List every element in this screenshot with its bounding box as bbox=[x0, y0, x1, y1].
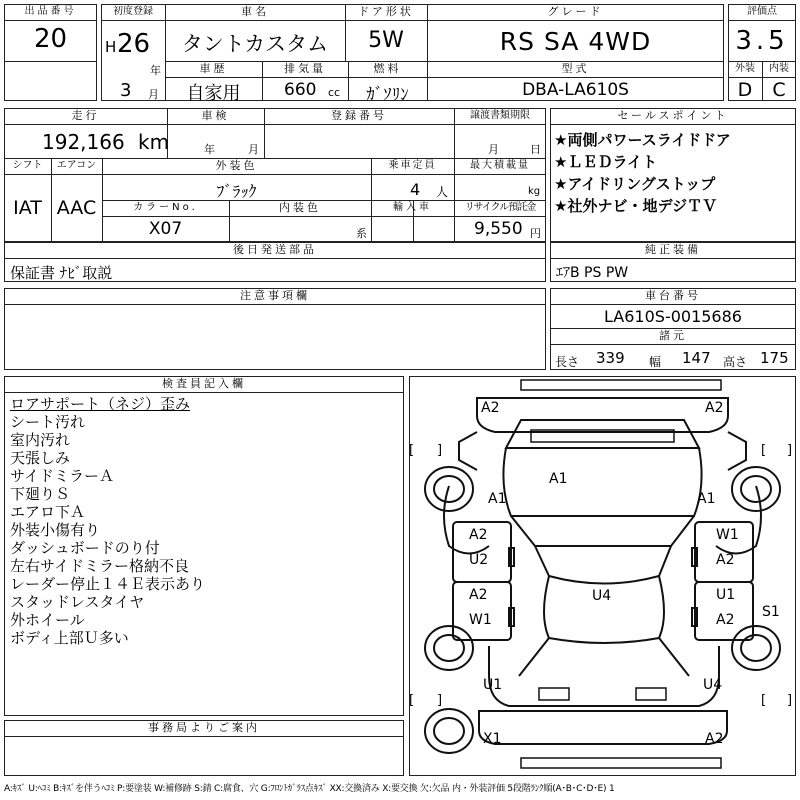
chassis-number: LA610S-0015686 bbox=[604, 307, 742, 326]
inspector-line: 室内汚れ bbox=[10, 431, 71, 449]
transfer-day-unit: 日 bbox=[530, 143, 541, 156]
width-label: 幅 bbox=[649, 355, 662, 369]
car-name-label: 車名 bbox=[241, 5, 269, 18]
first-registration-label: 初度登録 bbox=[113, 6, 153, 17]
width: 147 bbox=[682, 349, 711, 367]
fuel-label: 燃料 bbox=[373, 62, 402, 75]
aircon: AAC bbox=[56, 197, 97, 219]
color-number-label: カラーNo. bbox=[133, 202, 198, 213]
interior-label: 内装 bbox=[769, 63, 789, 74]
damage-center: U4 bbox=[592, 588, 612, 604]
color-number: X07 bbox=[148, 219, 183, 239]
door-type: 5W bbox=[368, 28, 404, 53]
displacement: 660 bbox=[284, 80, 317, 100]
exterior-color: ﾌﾞﾗｯｸ bbox=[216, 182, 257, 201]
door-type-label: ドア形状 bbox=[358, 5, 414, 18]
interior-grade: C bbox=[772, 79, 786, 101]
selling-point-3: ★アイドリングストップ bbox=[554, 175, 716, 193]
aircon-label: エアコン bbox=[56, 160, 97, 171]
recycle-label: リサイクル預託金 bbox=[464, 202, 536, 213]
history: 自家用 bbox=[186, 83, 241, 104]
svg-text:]: ] bbox=[787, 693, 793, 708]
max-load-label: 最大積載量 bbox=[470, 160, 530, 171]
svg-text:[: [ bbox=[761, 693, 767, 708]
registration-month: 3 bbox=[120, 80, 132, 101]
transfer-month-unit: 月 bbox=[488, 143, 499, 156]
selling-points-label: セールスポイント bbox=[617, 109, 729, 122]
svg-text:]: ] bbox=[437, 443, 443, 458]
selling-point-1: ★両側パワースライドドア bbox=[554, 131, 731, 149]
year-unit: 年 bbox=[150, 64, 161, 77]
exterior-label: 外装 bbox=[735, 63, 755, 74]
svg-text:[: [ bbox=[409, 693, 415, 708]
capacity-label: 乗車定員 bbox=[388, 160, 437, 171]
damage-rear-left: U1 bbox=[483, 677, 503, 693]
lot-number-label: 出品番号 bbox=[24, 6, 77, 17]
interior-color-unit: 系 bbox=[356, 227, 367, 240]
svg-text:]: ] bbox=[787, 443, 793, 458]
specs-label: 諸元 bbox=[659, 329, 687, 342]
inspector-line: ボディ上部Ｕ多い bbox=[10, 629, 129, 647]
capacity: 4 bbox=[410, 180, 421, 199]
damage-door-fr-2: A2 bbox=[716, 552, 735, 568]
office-label: 事務局よりご案内 bbox=[148, 721, 260, 734]
capacity-unit: 人 bbox=[436, 185, 449, 199]
registration-number-label: 登録番号 bbox=[331, 109, 387, 122]
damage-door-rr-1: U1 bbox=[716, 587, 736, 603]
import-label: 輸入車 bbox=[393, 202, 432, 213]
damage-rear-right: U4 bbox=[703, 677, 723, 693]
vehicle-details-block bbox=[4, 108, 546, 242]
length: 339 bbox=[596, 349, 625, 367]
displacement-unit: cc bbox=[328, 86, 341, 99]
inspector-line: ロアサポート（ネジ）歪み bbox=[10, 395, 191, 413]
damage-fender-right: A1 bbox=[697, 491, 716, 507]
post-parts-label: 後日発送部品 bbox=[233, 243, 317, 256]
exterior-grade: D bbox=[737, 79, 753, 101]
svg-text:[: [ bbox=[761, 443, 767, 458]
length-label: 長さ bbox=[555, 355, 580, 369]
inspector-label: 検査員記入欄 bbox=[162, 377, 246, 390]
damage-fender-left: A1 bbox=[488, 491, 507, 507]
era: H bbox=[105, 38, 117, 56]
grade-label: グレード bbox=[547, 5, 604, 18]
svg-text:]: ] bbox=[437, 693, 443, 708]
damage-door-fl-2: U2 bbox=[469, 552, 489, 568]
recycle-unit: 円 bbox=[530, 227, 541, 240]
svg-text:[: [ bbox=[409, 443, 415, 458]
inspector-line: 外ホイール bbox=[10, 611, 85, 629]
damage-door-rl-1: A2 bbox=[469, 587, 488, 603]
selling-point-2: ★ＬＥＤライト bbox=[554, 153, 657, 171]
post-parts: 保証書 ﾅﾋﾞ取説 bbox=[10, 264, 113, 282]
inspector-line: 左右サイドミラー格納不良 bbox=[10, 557, 189, 575]
selling-point-4: ★社外ナビ・地デジＴＶ bbox=[554, 197, 718, 215]
inspector-line: サイドミラーＡ bbox=[10, 467, 114, 485]
damage-front-left: A2 bbox=[481, 400, 500, 416]
grade: RS SA 4WD bbox=[499, 27, 652, 56]
inspector-line: ダッシュボードのり付 bbox=[10, 539, 160, 557]
damage-front-right: A2 bbox=[705, 400, 724, 416]
lot-number: 20 bbox=[33, 24, 68, 54]
car-diagram bbox=[409, 376, 796, 776]
notes-label: 注意事項欄 bbox=[240, 289, 310, 302]
legend: A:ｷｽﾞ U:ﾍｺﾐ B:ｷｽﾞを伴うﾍｺﾐ P:要塗装 W:補修跡 S:錆 C:腐食、穴 G:ﾌﾛﾝﾄｶﾞﾗｽ点ｷｽﾞ XX:交換済み X:要交換 欠:欠品 内・外装評価 5段階ﾗﾝｸ順(A･B･C･D･E) 1 bbox=[4, 784, 615, 794]
car-name: タントカスタム bbox=[181, 32, 329, 56]
damage-door-fr-1: W1 bbox=[716, 527, 739, 543]
inspection-label: 車検 bbox=[201, 109, 230, 122]
model-label: 型式 bbox=[561, 62, 590, 75]
damage-door-rr-2: A2 bbox=[716, 612, 735, 628]
inspector-line: 下廻りＳ bbox=[10, 485, 71, 503]
exterior-color-label: 外装色 bbox=[215, 159, 258, 172]
load-unit: kg bbox=[528, 186, 541, 197]
height: 175 bbox=[760, 349, 789, 367]
inspection-month-unit: 月 bbox=[248, 143, 259, 156]
displacement-label: 排気量 bbox=[284, 62, 326, 75]
inspection-year-unit: 年 bbox=[204, 143, 215, 156]
score: 3.5 bbox=[735, 26, 789, 56]
mileage: 192,166 bbox=[42, 130, 125, 154]
inspector-line: スタッドレスタイヤ bbox=[10, 593, 145, 611]
shift: IAT bbox=[13, 197, 42, 219]
genuine-equipment-label: 純正装備 bbox=[645, 243, 701, 256]
recycle-amount: 9,550 bbox=[474, 219, 523, 239]
shift-label: シフト bbox=[12, 160, 43, 171]
score-label: 評価点 bbox=[747, 6, 777, 17]
history-label: 車歴 bbox=[199, 62, 228, 75]
inspector-line: 外装小傷有り bbox=[10, 521, 101, 539]
mileage-unit: km bbox=[138, 130, 170, 154]
genuine-equipment: ｴｱB PS PW bbox=[556, 265, 629, 281]
inspector-line: エアロ下Ａ bbox=[10, 503, 86, 521]
damage-door-fl-1: A2 bbox=[469, 527, 488, 543]
fuel: ｶﾞｿﾘﾝ bbox=[366, 85, 409, 105]
model: DBA-LA610S bbox=[522, 80, 629, 100]
inspector-line: 天張しみ bbox=[10, 449, 71, 467]
damage-bumper-right: A2 bbox=[705, 731, 724, 747]
damage-side-right: S1 bbox=[762, 604, 780, 620]
mileage-label: 走行 bbox=[71, 109, 100, 122]
damage-roof: A1 bbox=[549, 471, 568, 487]
transfer-deadline-label: 譲渡書類期限 bbox=[470, 110, 530, 121]
damage-bumper-left: X1 bbox=[483, 731, 502, 747]
chassis-label: 車台番号 bbox=[645, 289, 701, 302]
inspector-line: レーダー停止１４Ｅ表示あり bbox=[10, 575, 206, 593]
interior-color-label: 内装色 bbox=[279, 201, 321, 214]
height-label: 高さ bbox=[723, 355, 748, 369]
inspector-line: シート汚れ bbox=[10, 413, 86, 431]
registration-year: 26 bbox=[117, 29, 151, 59]
month-unit: 月 bbox=[148, 88, 159, 101]
damage-door-rl-2: W1 bbox=[469, 612, 492, 628]
